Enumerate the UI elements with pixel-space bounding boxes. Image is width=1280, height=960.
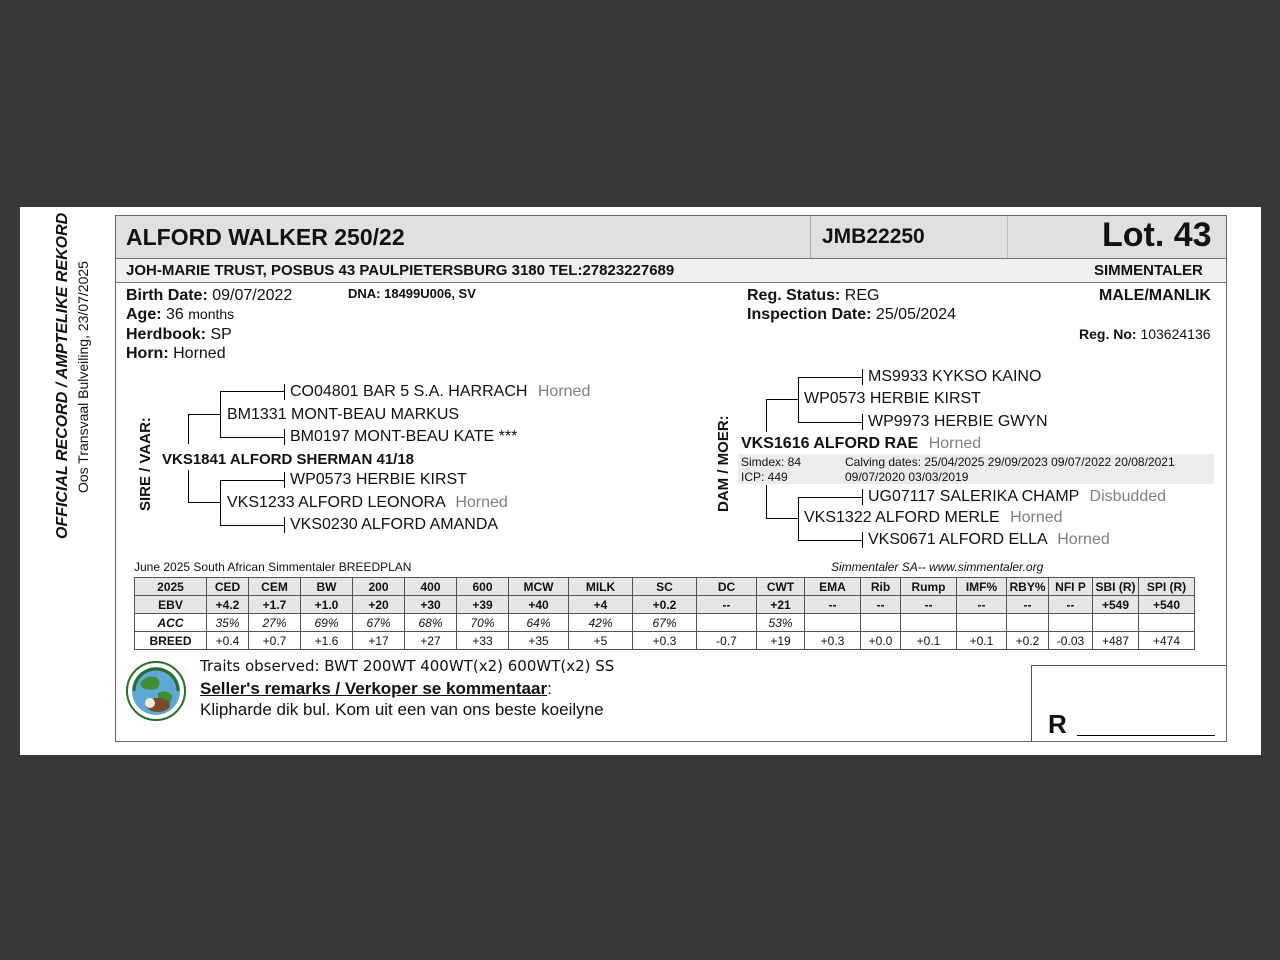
ebv-cell: +0.2: [633, 596, 697, 614]
ebv-cell: --: [805, 596, 861, 614]
dam-sire: WP0573 HERBIE KIRST: [804, 390, 981, 407]
owner-address: JOH-MARIE TRUST, POSBUS 43 PAULPIETERSBURG 3180 TEL:27823227689: [126, 262, 675, 279]
ebv-cell: +474: [1139, 632, 1195, 650]
official-record-label: OFFICIAL RECORD / AMPTELIKE REKORD: [54, 212, 71, 539]
ebv-cell: +0.7: [249, 632, 301, 650]
ebv-cell: 69%: [301, 614, 353, 632]
ebv-cell: 68%: [405, 614, 457, 632]
simdex: Simdex: 84: [741, 455, 802, 469]
ebv-cell: +33: [457, 632, 509, 650]
sire-dam-dam: VKS0230 ALFORD AMANDA: [290, 516, 499, 533]
ebv-row: [135, 596, 1195, 614]
ebv-cell: 64%: [509, 614, 569, 632]
ebv-cell: +39: [457, 596, 509, 614]
sire-dam: VKS1233 ALFORD LEONORA Horned: [227, 494, 508, 511]
inspection-date: Inspection Date: 25/05/2024: [747, 306, 956, 323]
ebv-row-label: ACC: [135, 614, 207, 632]
sire-sire: BM1331 MONT-BEAU MARKUS: [227, 406, 460, 423]
dna: DNA: 18499U006, SV: [348, 286, 476, 301]
reg-number: Reg. No: 103624136: [1079, 326, 1211, 342]
ebv-cell: +21: [757, 596, 805, 614]
ebv-row: [135, 632, 1195, 650]
ebv-header-cell: SPI (R): [1139, 578, 1195, 596]
ebv-header-cell: CWT: [757, 578, 805, 596]
ebv-cell: --: [861, 596, 901, 614]
icp: ICP: 449: [741, 470, 788, 484]
horn-status: Horn: Horned: [126, 345, 226, 362]
dam-dam: VKS1322 ALFORD MERLE Horned: [804, 509, 1063, 526]
dam-dam-dam: VKS0671 ALFORD ELLA Horned: [868, 531, 1110, 548]
ebv-cell: -0.7: [697, 632, 757, 650]
ebv-cell: +4: [569, 596, 633, 614]
ebv-header-cell: Rib: [861, 578, 901, 596]
ebv-table: [134, 577, 1195, 650]
ebv-cell: [901, 614, 957, 632]
ebv-header-cell: BW: [301, 578, 353, 596]
ebv-cell: +40: [509, 596, 569, 614]
ebv-header-cell: SC: [633, 578, 697, 596]
ebv-header-cell: DC: [697, 578, 757, 596]
ebv-cell: +540: [1139, 596, 1195, 614]
ebv-cell: +5: [569, 632, 633, 650]
ebv-header-cell: RBY%: [1007, 578, 1049, 596]
seller-remarks: Klipharde dik bul. Kom uit een van ons beste koeilyne: [200, 700, 604, 719]
ebv-cell: +35: [509, 632, 569, 650]
ebv-cell: [1049, 614, 1093, 632]
sire-dam-sire: WP0573 HERBIE KIRST: [290, 471, 467, 488]
ebv-cell: 27%: [249, 614, 301, 632]
ebv-cell: +549: [1093, 596, 1139, 614]
ebv-cell: [1007, 614, 1049, 632]
ebv-header-cell: 400: [405, 578, 457, 596]
age: Age: 36 months: [126, 306, 235, 323]
ebv-cell: --: [697, 596, 757, 614]
seller-remarks-heading: Seller's remarks / Verkoper se kommentaar:: [200, 679, 552, 698]
calving-dates-line2: 09/07/2020 03/03/2019: [845, 470, 969, 484]
dam-sire-dam: WP9973 HERBIE GWYN: [868, 413, 1048, 430]
ebv-header-cell: CEM: [249, 578, 301, 596]
ebv-cell: +1.0: [301, 596, 353, 614]
ebv-row-label: BREED: [135, 632, 207, 650]
calving-dates-line1: Calving dates: 25/04/2025 29/09/2023 09/07/2022 20/08/2021: [845, 455, 1175, 469]
ebv-cell: 53%: [757, 614, 805, 632]
ebv-cell: +4.2: [207, 596, 249, 614]
ebv-cell: 42%: [569, 614, 633, 632]
ebv-cell: [1139, 614, 1195, 632]
ebv-header-cell: 2025: [135, 578, 207, 596]
ebv-cell: [697, 614, 757, 632]
breed-label: SIMMENTALER: [1094, 262, 1203, 279]
ebv-header-cell: Rump: [901, 578, 957, 596]
dam-dam-sire: UG07117 SALERIKA CHAMP Disbudded: [868, 488, 1167, 505]
price-prefix: R: [1048, 709, 1067, 739]
ebv-header-cell: EMA: [805, 578, 861, 596]
lot-number: Lot. 43: [1102, 216, 1212, 254]
ebv-cell: [957, 614, 1007, 632]
sire-sire-dam: BM0197 MONT-BEAU KATE ***: [290, 428, 518, 445]
ebv-cell: --: [957, 596, 1007, 614]
ebv-row-label: EBV: [135, 596, 207, 614]
ebv-header-cell: MCW: [509, 578, 569, 596]
ebv-header-cell: IMF%: [957, 578, 1007, 596]
traits-observed: Traits observed: BWT 200WT 400WT(x2) 600WT(x2) SS: [200, 657, 615, 675]
ebv-header-cell: 200: [353, 578, 405, 596]
herdbook: Herdbook: SP: [126, 326, 232, 343]
auction-label: Oos Transvaal Bulveiling, 23/07/2025: [75, 261, 91, 493]
ebv-cell: 67%: [353, 614, 405, 632]
ebv-cell: +0.3: [805, 632, 861, 650]
dam-sire-sire: MS9933 KYKSO KAINO: [868, 368, 1042, 385]
ebv-cell: +0.4: [207, 632, 249, 650]
ebv-cell: +30: [405, 596, 457, 614]
breedplan-website: Simmentaler SA-- www.simmentaler.org: [831, 560, 1044, 574]
ebv-cell: [1093, 614, 1139, 632]
ebv-cell: [805, 614, 861, 632]
birth-date: Birth Date: 09/07/2022: [126, 287, 293, 304]
ebv-header-cell: NFI P: [1049, 578, 1093, 596]
ebv-cell: --: [1007, 596, 1049, 614]
ebv-cell: +0.1: [957, 632, 1007, 650]
breedplan-caption: June 2025 South African Simmentaler BREEDPLAN: [134, 560, 412, 574]
reg-status: Reg. Status: REG: [747, 287, 880, 304]
ebv-cell: +27: [405, 632, 457, 650]
animal-id: JMB22250: [822, 225, 925, 248]
globe-cattle-logo-icon: [126, 661, 186, 721]
ebv-cell: [861, 614, 901, 632]
ebv-cell: +19: [757, 632, 805, 650]
ebv-cell: +0.0: [861, 632, 901, 650]
ebv-header-cell: SBI (R): [1093, 578, 1139, 596]
ebv-cell: +20: [353, 596, 405, 614]
ebv-cell: +17: [353, 632, 405, 650]
ebv-cell: -0.03: [1049, 632, 1093, 650]
animal-name: ALFORD WALKER 250/22: [126, 224, 405, 250]
ebv-cell: +0.2: [1007, 632, 1049, 650]
ebv-cell: +487: [1093, 632, 1139, 650]
sire-name: VKS1841 ALFORD SHERMAN 41/18: [162, 451, 415, 468]
ebv-cell: +1.7: [249, 596, 301, 614]
ebv-cell: --: [1049, 596, 1093, 614]
ebv-cell: --: [901, 596, 957, 614]
ebv-header-cell: 600: [457, 578, 509, 596]
price-field[interactable]: [1077, 735, 1215, 736]
ebv-cell: +0.3: [633, 632, 697, 650]
ebv-header-cell: CED: [207, 578, 249, 596]
dam-label: DAM / MOER:: [715, 415, 732, 512]
ebv-cell: 67%: [633, 614, 697, 632]
sex: MALE/MANLIK: [1099, 287, 1211, 304]
ebv-cell: +1.6: [301, 632, 353, 650]
dam-name: VKS1616 ALFORD RAE Horned: [741, 435, 982, 452]
ebv-cell: 35%: [207, 614, 249, 632]
sire-sire-sire: CO04801 BAR 5 S.A. HARRACH Horned: [290, 383, 591, 400]
ebv-cell: +0.1: [901, 632, 957, 650]
ebv-row: [135, 614, 1195, 632]
ebv-cell: 70%: [457, 614, 509, 632]
sire-label: SIRE / VAAR:: [137, 417, 154, 511]
ebv-header-row: [135, 578, 1195, 596]
official-record-sidebar: [54, 5, 91, 545]
ebv-header-cell: MILK: [569, 578, 633, 596]
